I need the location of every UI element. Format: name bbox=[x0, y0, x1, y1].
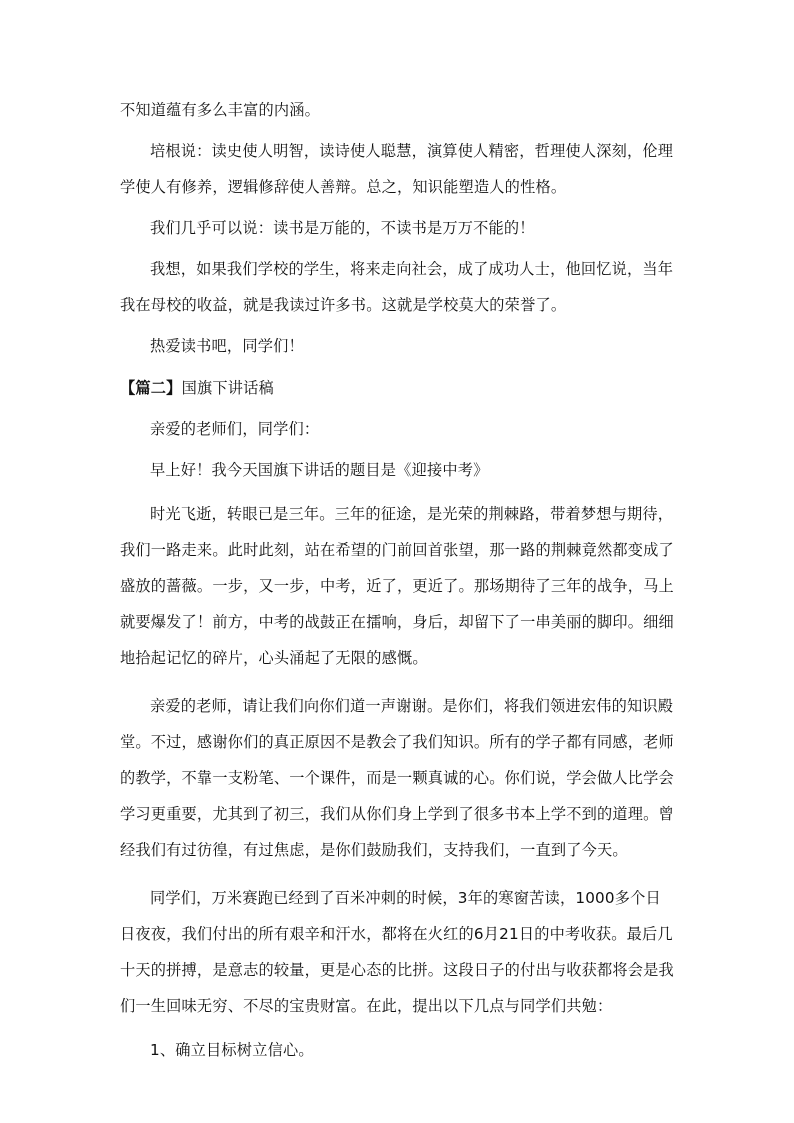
section-paragraph-1: 亲爱的老师们，同学们： bbox=[150, 420, 320, 438]
paragraph-2: 培根说：读史使人明智，读诗使人聪慧，演算使人精密，哲理使人深刻，伦理学使人有修养，逻辑修辞使人善辩。总之，知识能塑造人的性格。 bbox=[120, 142, 674, 196]
section-label: 【篇二】 bbox=[120, 379, 182, 397]
paragraph-5: 热爱读书吧，同学们！ bbox=[150, 337, 304, 355]
section-paragraph-6: 1、确立目标树立信心。 bbox=[150, 1041, 314, 1059]
section-paragraph-4: 亲爱的老师，请让我们向你们道一声谢谢。是你们，将我们领进宏伟的知识殿堂。不过，感谢你们的真正原因不是教会了我们知识。所有的学子都有同感，老师的教学，不靠一支粉笔、一个课件，而是一颗真诚的心。你们说，学会做人比学会学习更重要，尤其到了初三，我们从你们身上学到了很多书本上学不到的道理。曾经我们有过彷徨，有过焦虑，是你们鼓励我们，支持我们，一直到了今天。 bbox=[120, 697, 674, 859]
document-content bbox=[120, 92, 675, 1068]
section-heading bbox=[120, 370, 675, 406]
section-title: 国旗下讲话稿 bbox=[181, 379, 274, 397]
section-paragraph-5: 同学们，万米赛跑已经到了百米冲刺的时候，3年的寒窗苦读，1000多个日日夜夜，我们付出的所有艰辛和汗水，都将在火红的6月21日的中考收获。最后几十天的拼搏，是意志的较量，更是心态的比拼。这段日子的付出与收获都将会是我们一生回味无穷、不尽的宝贵财富。在此，提出以下几点与同学们共勉： bbox=[120, 889, 674, 1015]
paragraph-1: 不知道蕴有多么丰富的内涵。 bbox=[120, 101, 321, 119]
section-paragraph-3: 时光飞逝，转眼已是三年。三年的征途，是光荣的荆棘路，带着梦想与期待，我们一路走来。此时此刻，站在希望的门前回首张望，那一路的荆棘竟然都变成了盛放的蔷薇。一步，又一步，中考，近了，更近了。那场期待了三年的战争，马上就要爆发了！前方，中考的战鼓正在擂响，身后，却留下了一串美丽的脚印。细细地拾起记忆的碎片，心头涌起了无限的感慨。 bbox=[120, 505, 674, 667]
section-paragraph-2: 早上好！我今天国旗下讲话的题目是《迎接中考》 bbox=[150, 461, 489, 479]
paragraph-4: 我想，如果我们学校的学生，将来走向社会，成了成功人士，他回忆说，当年我在母校的收益，就是我读过许多书。这就是学校莫大的荣誉了。 bbox=[120, 260, 674, 314]
paragraph-3: 我们几乎可以说：读书是万能的，不读书是万万不能的！ bbox=[150, 219, 535, 237]
